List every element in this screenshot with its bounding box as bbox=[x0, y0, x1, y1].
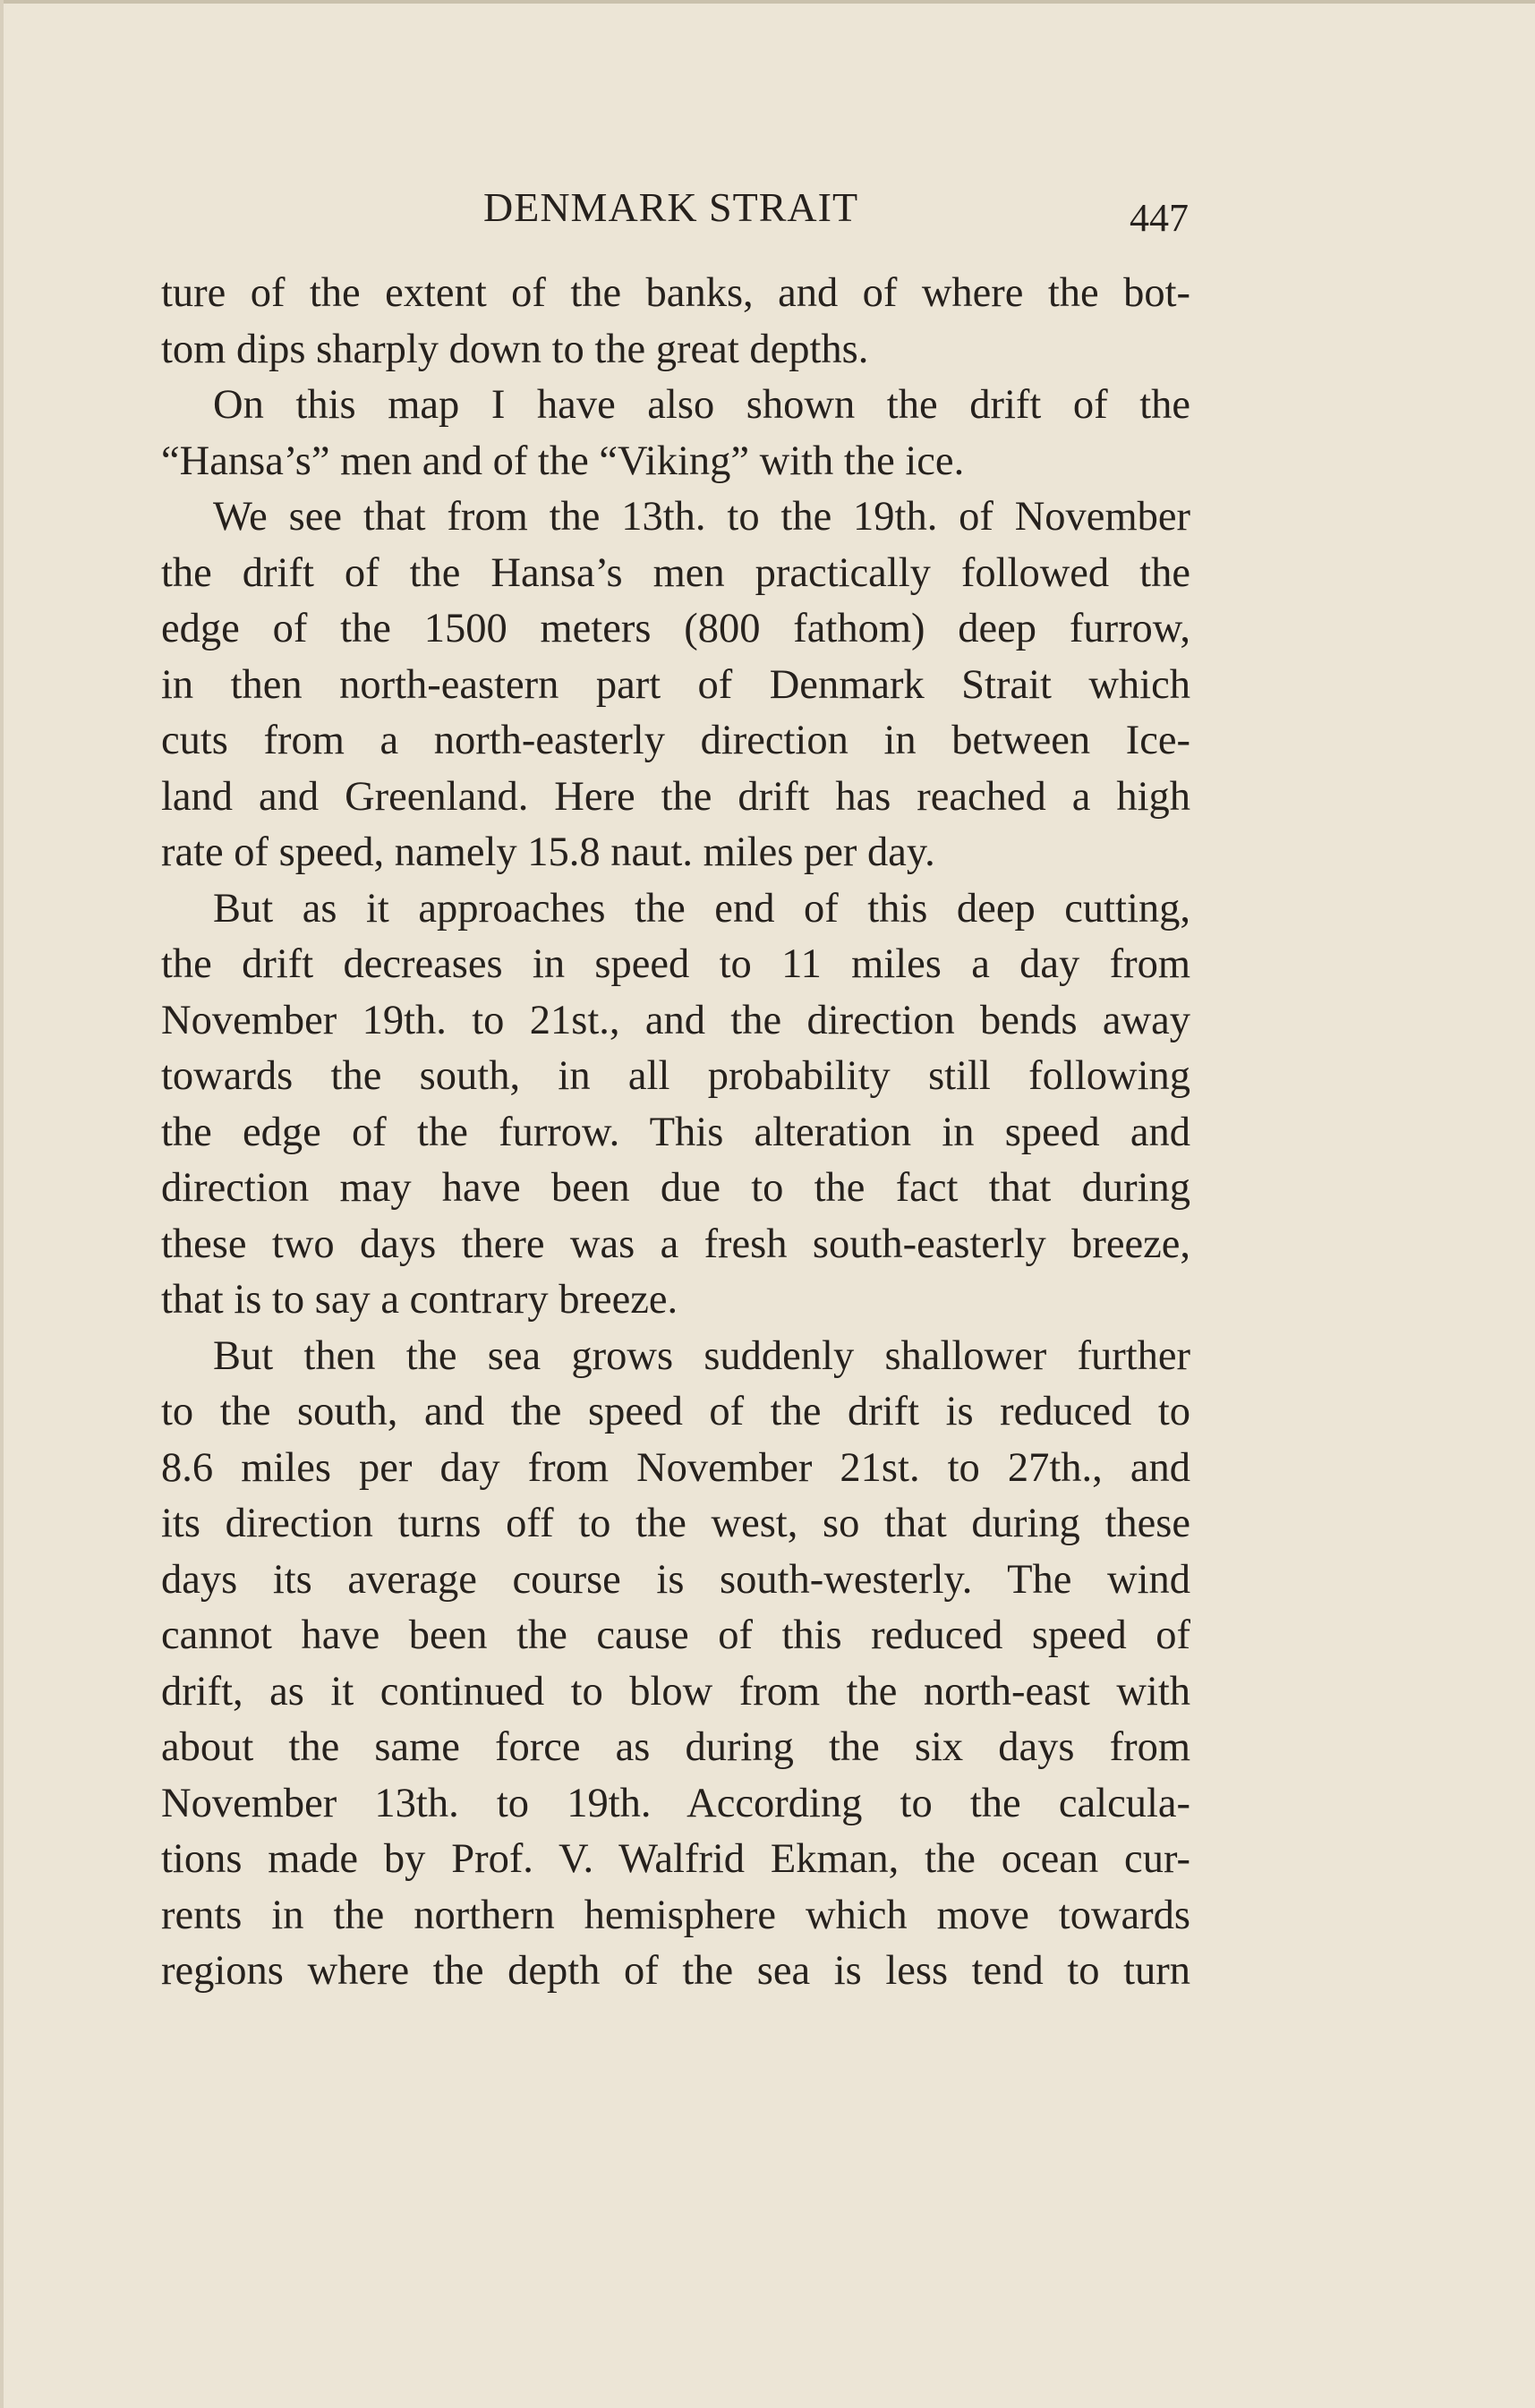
text-line: cuts from a north-easterly direction in between Ice- bbox=[161, 718, 1190, 763]
text-line: We see that from the 13th. to the 19th. of November bbox=[213, 494, 1190, 540]
text-line: edge of the 1500 meters (800 fathom) deep furrow, bbox=[161, 606, 1190, 651]
text-line: tom dips sharply down to the great depths. bbox=[161, 326, 869, 372]
page-left-edge bbox=[0, 0, 4, 2408]
text-line: “Hansa’s” men and of the “Viking” with the ice. bbox=[161, 438, 965, 484]
text-line: November 19th. to 21st., and the direction bends away bbox=[161, 997, 1190, 1043]
body-text bbox=[161, 266, 1190, 2000]
text-line: about the same force as during the six days from bbox=[161, 1724, 1190, 1770]
text-line: direction may have been due to the fact that during bbox=[161, 1165, 1190, 1211]
text-line: But as it approaches the end of this deep cutting, bbox=[213, 885, 1190, 932]
page-number: 447 bbox=[1130, 196, 1189, 240]
text-line: the drift decreases in speed to 11 miles a day from bbox=[161, 941, 1190, 987]
text-line: On this map I have also shown the drift of the bbox=[213, 382, 1190, 428]
text-line: to the south, and the speed of the drift is reduced to bbox=[161, 1389, 1190, 1434]
text-line: land and Greenland. Here the drift has reached a high bbox=[161, 773, 1190, 820]
text-line: that is to say a contrary breeze. bbox=[161, 1277, 678, 1323]
text-line: November 13th. to 19th. According to the calcula- bbox=[161, 1780, 1190, 1826]
running-head: DENMARK STRAIT bbox=[483, 184, 859, 230]
page-top-edge bbox=[0, 0, 1535, 4]
text-line: rents in the northern hemisphere which move towards bbox=[161, 1892, 1190, 1938]
text-line: the edge of the furrow. This alteration in speed and bbox=[161, 1109, 1190, 1155]
text-line: ture of the extent of the banks, and of where the bot- bbox=[161, 270, 1190, 316]
text-line: 8.6 miles per day from November 21st. to 27th., and bbox=[161, 1444, 1190, 1491]
text-line: its direction turns off to the west, so that during these bbox=[161, 1501, 1190, 1546]
text-line: in then north-eastern part of Denmark Strait which bbox=[161, 661, 1190, 708]
text-line: these two days there was a fresh south-easterly breeze, bbox=[161, 1221, 1190, 1267]
text-line: days its average course is south-westerly. The wind bbox=[161, 1556, 1190, 1603]
text-line: regions where the depth of the sea is less tend to turn bbox=[161, 1948, 1190, 1994]
text-line: tions made by Prof. V. Walfrid Ekman, the ocean cur- bbox=[161, 1836, 1190, 1882]
text-line: rate of speed, namely 15.8 naut. miles per day. bbox=[161, 830, 935, 875]
text-line: cannot have been the cause of this reduced speed of bbox=[161, 1612, 1190, 1658]
text-line: drift, as it continued to blow from the north-east with bbox=[161, 1668, 1190, 1715]
text-line: But then the sea grows suddenly shallower further bbox=[213, 1332, 1190, 1379]
text-line: the drift of the Hansa’s men practically followed the bbox=[161, 549, 1190, 596]
text-line: towards the south, in all probability still following bbox=[161, 1053, 1190, 1099]
